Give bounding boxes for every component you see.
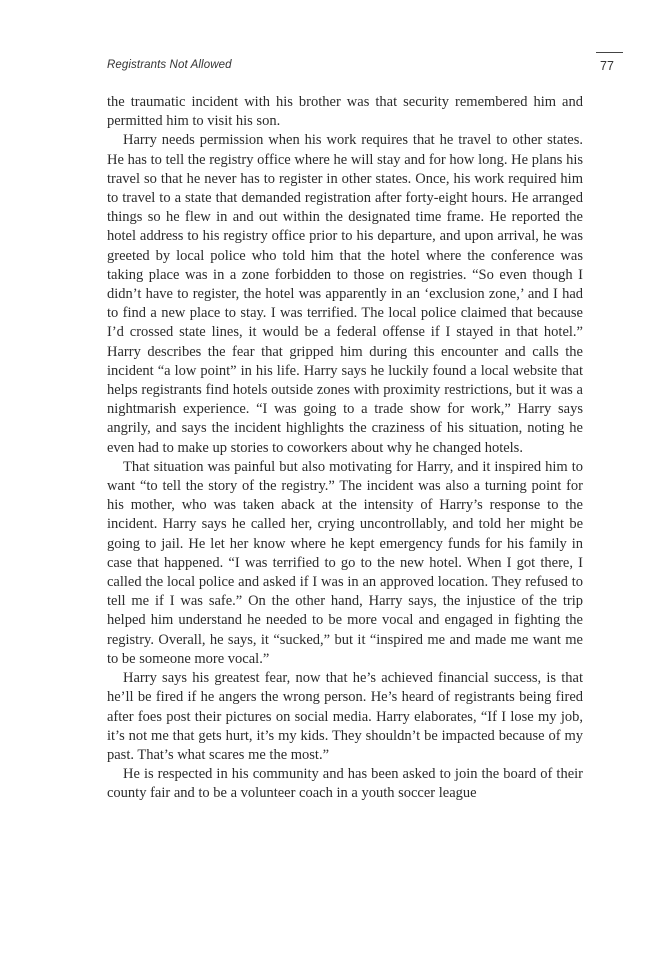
- paragraph-continued: the traumatic incident with his brother was that security remembered him and permitted him to visit his son.: [107, 94, 583, 130]
- paragraph-motivation: That situation was painful but also motivating for Harry, and it inspired him to want “to tell the story of the registry.” The incident was also a turning point for his mother, who was taken aback at the intensity of Harry’s response to the incident. Harry says he called her, crying uncontrollably, and told her might be going to jail. He let her know where he kept emergency funds for his family in case that happened. “I was terrified to go to the new hotel. When I got there, I called the local police and asked if I was in an approved location. They refused to tell me if I was safe.” On the other hand, Harry says, the injustice of the trip helped him understand he needed to be more vocal and engaged in fighting the registry. Overall, he says, it “sucked,” but it “inspired me and made me want me to be someone more vocal.”: [107, 458, 583, 667]
- paragraph-community: He is respected in his community and has been asked to join the board of their county fair and to be a volunteer coach in a youth soccer league: [107, 766, 583, 802]
- paragraph-travel-permission: Harry needs permission when his work requires that he travel to other states. He has to tell the registry office where he will stay and for how long. He plans his travel so that he never has to register in other states. Once, his work required him to travel to a state that demanded registration after forty-eight hours. He arranged things so he flew in and out within the designated time frame. He reported the hotel address to his registry office prior to his departure, and upon arrival, he was greeted by local police who told him that the hotel where the conference was taking place was in a zone forbidden to those on registries. “So even though I didn’t have to register, the hotel was apparently in an ‘exclusion zone,’ and I had to find a new place to stay. I was terrified. The local police claimed that because I’d crossed state lines, it would be a federal offense if I stayed in that hotel.” Harry describes the fear that gripped him during this encounter and calls the incident “a low point” in his life. Harry says he luckily found a local website that helps registrants find hotels outside zones with proximity restrictions, but it was a nightmarish experience. “I was going to a trade show for work,” Harry says angrily, and says the incident highlights the craziness of his situation, noting he even had to make up stories to coworkers about why he changed hotels.: [107, 132, 583, 456]
- page-number: 77: [600, 59, 614, 73]
- running-head: Registrants Not Allowed: [107, 59, 232, 71]
- paragraph-greatest-fear: Harry says his greatest fear, now that he’s achieved financial success, is that he’ll be fired if he angers the wrong person. He’s heard of registrants being fired after foes post their pictures on social media. Harry elaborates, “If I lose my job, it’s not me that gets hurt, it’s my kids. They shouldn’t be impacted because of my past. That’s what scares me the most.”: [107, 670, 583, 763]
- body-text: [107, 93, 583, 804]
- header-rule: [596, 52, 623, 53]
